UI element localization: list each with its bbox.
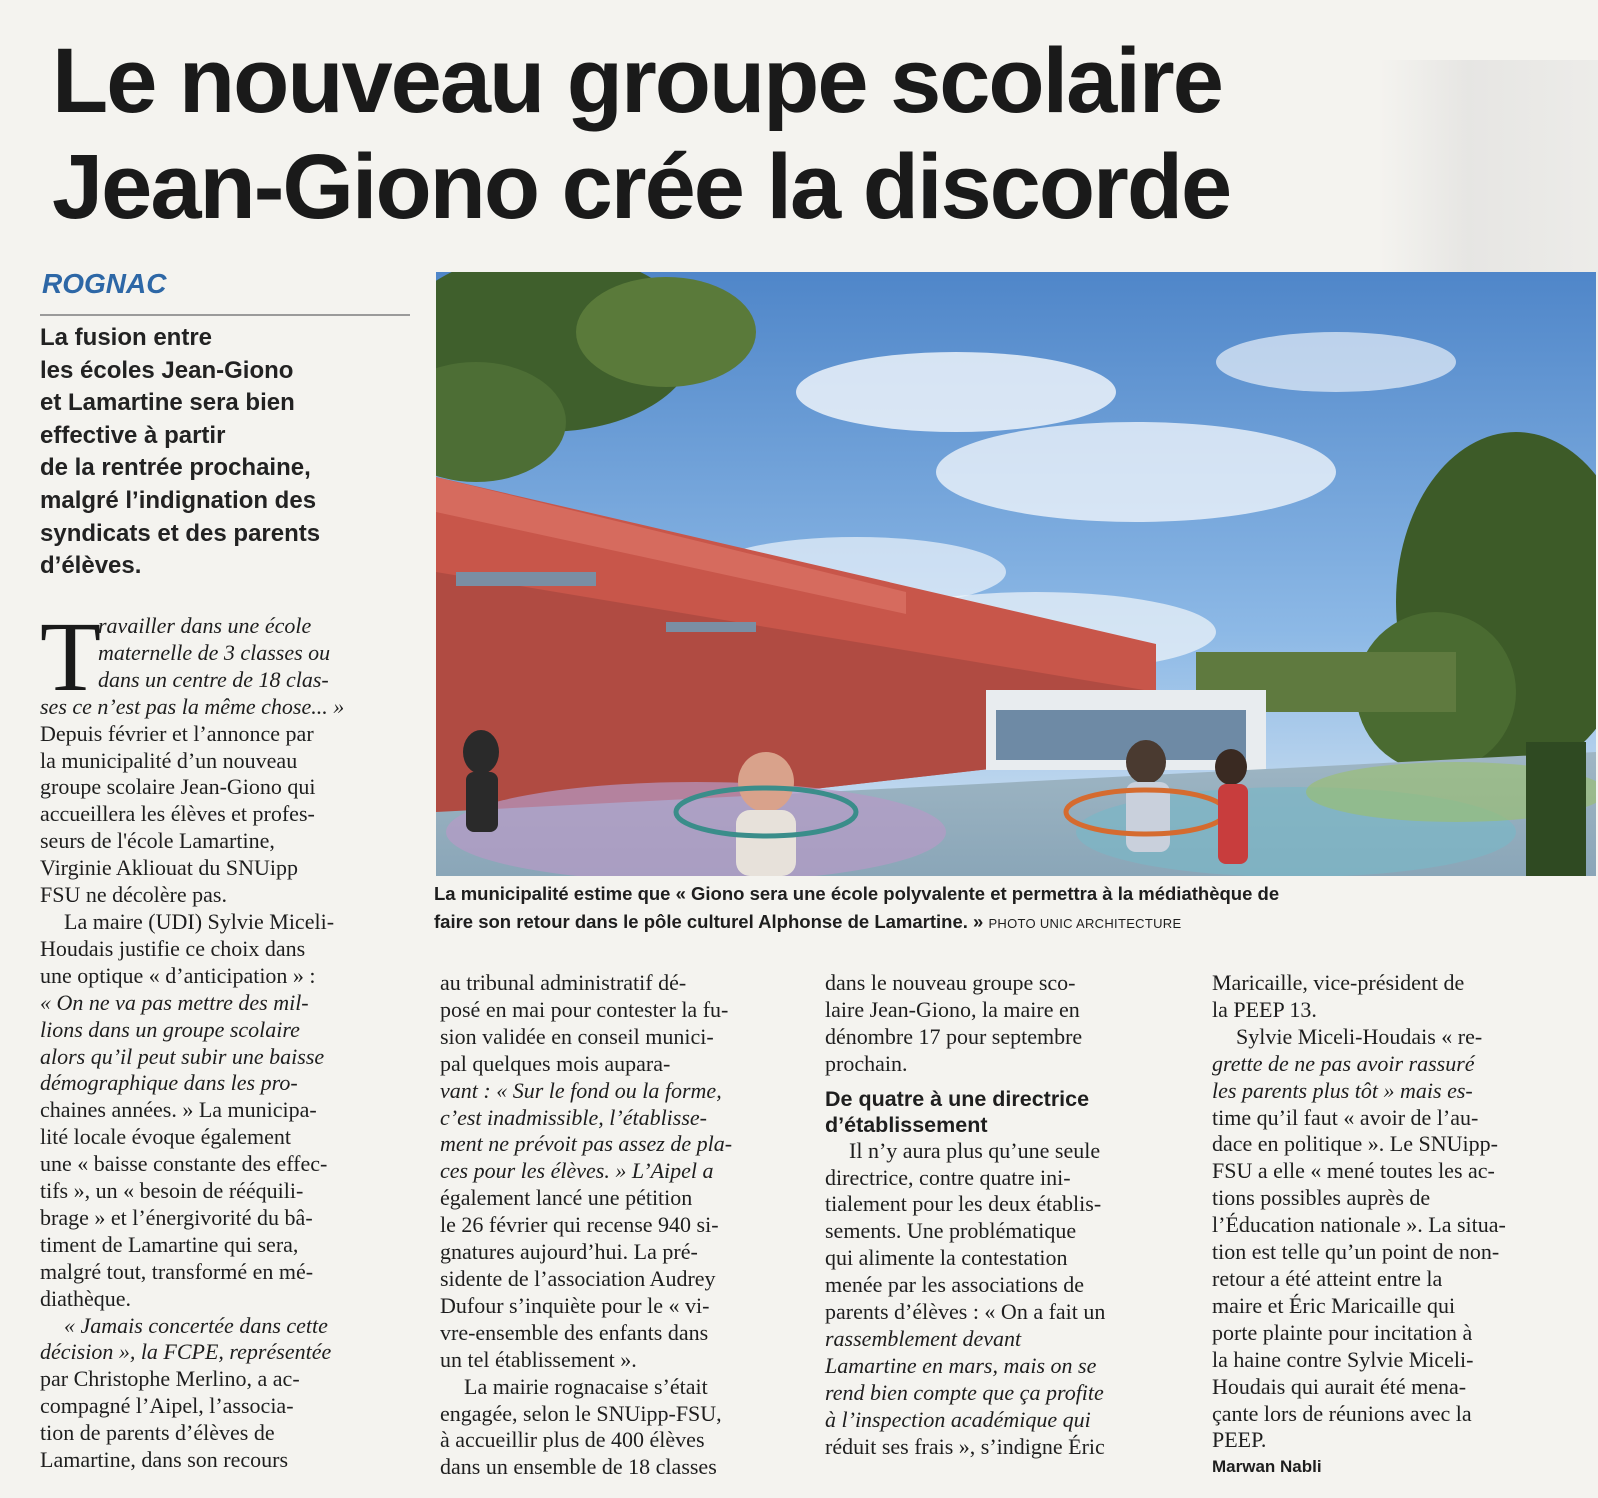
article-text-line: rassemblement devant	[825, 1325, 1022, 1351]
photo-credit: PHOTO UNIC ARCHITECTURE	[988, 916, 1182, 931]
article-text-line: La mairie rognacaise s’était	[464, 1373, 708, 1399]
article-text-line: engagée, selon le SNUipp-FSU,	[440, 1400, 722, 1426]
article-text-line: dace en politique ». Le SNUipp-	[1212, 1131, 1498, 1157]
article-text-line: tion de parents d’élèves de	[40, 1420, 275, 1446]
article-text-line: les parents plus tôt » mais es-	[1212, 1077, 1473, 1103]
lead-line: malgré l’indignation des	[40, 486, 317, 514]
rubric-divider	[40, 314, 410, 316]
article-text-line: menée par les associations de	[825, 1272, 1085, 1298]
subheading-line-1: De quatre à une directrice	[825, 1086, 1090, 1111]
location-rubric: ROGNAC	[42, 268, 167, 299]
lead-line: et Lamartine sera bien	[40, 389, 295, 417]
headline	[52, 28, 1432, 240]
article-text-line: dénombre 17 pour septembre	[825, 1023, 1083, 1049]
article-text-line: çante lors de réunions avec la	[1212, 1400, 1472, 1426]
article-column-3	[825, 970, 1171, 1461]
article-text-line: c’est inadmissible, l’établisse-	[440, 1104, 708, 1130]
article-text-line: au tribunal administratif dé-	[440, 970, 687, 995]
article-text-line: brage » et l’énergivorité du bâ-	[40, 1204, 313, 1230]
article-text-line: Sylvie Miceli-Houdais « re-	[1236, 1023, 1483, 1049]
article-column-1	[40, 601, 414, 1474]
article-text-line: groupe scolaire Jean-Giono qui	[40, 774, 316, 800]
article-text-line: PEEP.	[1212, 1427, 1267, 1453]
photo-caption	[434, 880, 1594, 938]
article-text-line: la municipalité d’un nouveau	[40, 747, 298, 773]
article-text-line: FSU a elle « mené toutes les ac-	[1212, 1158, 1495, 1184]
lead-line: de la rentrée prochaine,	[40, 454, 311, 482]
article-text-line: dans un centre de 18 clas-	[98, 666, 329, 692]
article-text-line: sion validée en conseil munici-	[440, 1023, 714, 1049]
article-text-line: compagné l’Aipel, l’associa-	[40, 1393, 294, 1419]
lead-line: d’élèves.	[40, 552, 142, 580]
article-text-line: « On ne va pas mettre des mil-	[40, 989, 309, 1015]
article-text-line: grette de ne pas avoir rassuré	[1212, 1050, 1475, 1076]
article-text-line: dans le nouveau groupe sco-	[825, 970, 1076, 995]
article-text-line: Lamartine en mars, mais on se	[825, 1352, 1097, 1378]
article-text-line: par Christophe Merlino, a ac-	[40, 1366, 300, 1392]
article-column-4	[1212, 970, 1574, 1481]
lead-line: La fusion entre	[40, 324, 213, 351]
article-text-line: qui alimente la contestation	[825, 1245, 1068, 1271]
article-text-line: une optique « d’anticipation » :	[40, 962, 316, 988]
article-text-line: porte plainte pour incitation à	[1212, 1319, 1473, 1345]
author-byline: Marwan Nabli	[1212, 1457, 1322, 1477]
article-text-line: tialement pour les deux établis-	[825, 1191, 1102, 1217]
article-text-line: gnatures aujourd’hui. La pré-	[440, 1239, 698, 1265]
article-text-line: lité locale évoque également	[40, 1124, 292, 1150]
subheading-line-2: d’établissement	[825, 1112, 988, 1137]
article-text-line: à accueillir plus de 400 élèves	[440, 1427, 705, 1453]
article-text-line: FSU ne décolère pas.	[40, 882, 227, 908]
article-text-line: ces pour les élèves. » L’Aipel a	[440, 1158, 714, 1184]
article-text-line: une « baisse constante des effec-	[40, 1151, 328, 1177]
lead-line: effective à partir	[40, 421, 226, 449]
article-text-line: maternelle de 3 classes ou	[98, 639, 331, 665]
school-architectural-rendering-photo	[436, 272, 1596, 876]
article-text-line: également lancé une pétition	[440, 1185, 693, 1211]
article-text-line: seurs de l'école Lamartine,	[40, 828, 275, 854]
headline-line-1: Le nouveau groupe scolaire	[52, 30, 1222, 132]
article-text-line: réduit ses frais », s’indigne Éric	[825, 1433, 1105, 1459]
article-text-line: posé en mai pour contester la fu-	[440, 996, 729, 1022]
article-text-line: diathèque.	[40, 1285, 132, 1311]
article-text-line: chaines années. » La municipa-	[40, 1097, 317, 1123]
article-text-line: Il n’y aura plus qu’une seule	[849, 1137, 1101, 1163]
article-text-line: rend bien compte que ça profite	[825, 1379, 1104, 1405]
article-text-line: prochain.	[825, 1050, 908, 1076]
article-text-line: le 26 février qui recense 940 si-	[440, 1212, 719, 1238]
drop-cap: T	[40, 601, 102, 712]
article-text-line: Depuis février et l’annonce par	[40, 720, 314, 746]
headline-line-2: Jean-Giono crée la discorde	[52, 136, 1231, 238]
article-text-line: malgré tout, transformé en mé-	[40, 1258, 314, 1284]
article-text-line: Maricaille, vice-président de	[1212, 970, 1465, 995]
lead-line: les écoles Jean-Giono	[40, 356, 294, 384]
article-text-line: laire Jean-Giono, la maire en	[825, 996, 1080, 1022]
article-text-line: La maire (UDI) Sylvie Miceli-	[64, 908, 335, 934]
article-text-line: time qu’il faut « avoir de l’au-	[1212, 1104, 1479, 1130]
article-text-line: tifs », un « besoin de rééquili-	[40, 1178, 304, 1204]
article-text-line: un tel établissement ».	[440, 1346, 637, 1372]
lead-line: syndicats et des parents	[40, 519, 321, 547]
article-text-line: la haine contre Sylvie Miceli-	[1212, 1346, 1474, 1372]
article-text-line: retour a été atteint entre la	[1212, 1265, 1443, 1291]
article-text-line: à l’inspection académique qui	[825, 1406, 1091, 1432]
article-text-line: l’Éducation nationale ». La situa-	[1212, 1212, 1506, 1238]
article-text-line: maire et Éric Maricaille qui	[1212, 1292, 1456, 1318]
article-text-line: ravailler dans une école	[98, 613, 312, 638]
article-text-line: tions possibles auprès de	[1212, 1185, 1431, 1211]
article-text-line: parents d’élèves : « On a fait un	[825, 1299, 1106, 1325]
lead-paragraph	[40, 322, 410, 583]
article-column-2	[440, 970, 780, 1481]
article-text-line: décision », la FCPE, représentée	[40, 1339, 332, 1365]
article-text-line: sements. Une problématique	[825, 1218, 1077, 1244]
article-text-line: lions dans un groupe scolaire	[40, 1016, 300, 1042]
article-text-line: démographique dans les pro-	[40, 1070, 298, 1096]
subheading	[825, 1086, 1171, 1138]
article-text-line: dans un ensemble de 18 classes	[440, 1454, 717, 1480]
article-text-line: « Jamais concertée dans cette	[64, 1312, 328, 1338]
article-text-line: tion est telle qu’un point de non-	[1212, 1239, 1500, 1265]
article-text-line: alors qu’il peut subir une baisse	[40, 1043, 325, 1069]
caption-line-2: faire son retour dans le pôle culturel Alphonse de Lamartine. »	[434, 911, 984, 932]
article-text-line: Houdais justifie ce choix dans	[40, 935, 306, 961]
article-text-line: pal quelques mois aupara-	[440, 1050, 671, 1076]
article-text-line: Virginie Akliouat du SNUipp	[40, 855, 298, 881]
article-text-line: Lamartine, dans son recours	[40, 1447, 289, 1473]
article-text-line: Dufour s’inquiète pour le « vi-	[440, 1292, 710, 1318]
article-text-line: ses ce n’est pas la même chose... »	[40, 693, 345, 719]
article-text-line: la PEEP 13.	[1212, 996, 1317, 1022]
article-text-line: accueillera les élèves et profes-	[40, 801, 315, 827]
article-text-line: vre-ensemble des enfants dans	[440, 1319, 709, 1345]
article-text-line: sidente de l’association Audrey	[440, 1265, 716, 1291]
article-text-line: vant : « Sur le fond ou la forme,	[440, 1077, 722, 1103]
article-text-line: ment ne prévoit pas assez de pla-	[440, 1131, 733, 1157]
article-text-line: Houdais qui aurait été mena-	[1212, 1373, 1467, 1399]
article-text-line: timent de Lamartine qui sera,	[40, 1231, 299, 1257]
caption-line-1: La municipalité estime que « Giono sera une école polyvalente et permettra à la médiathèque de	[434, 883, 1280, 904]
article-text-line: directrice, contre quatre ini-	[825, 1164, 1071, 1190]
